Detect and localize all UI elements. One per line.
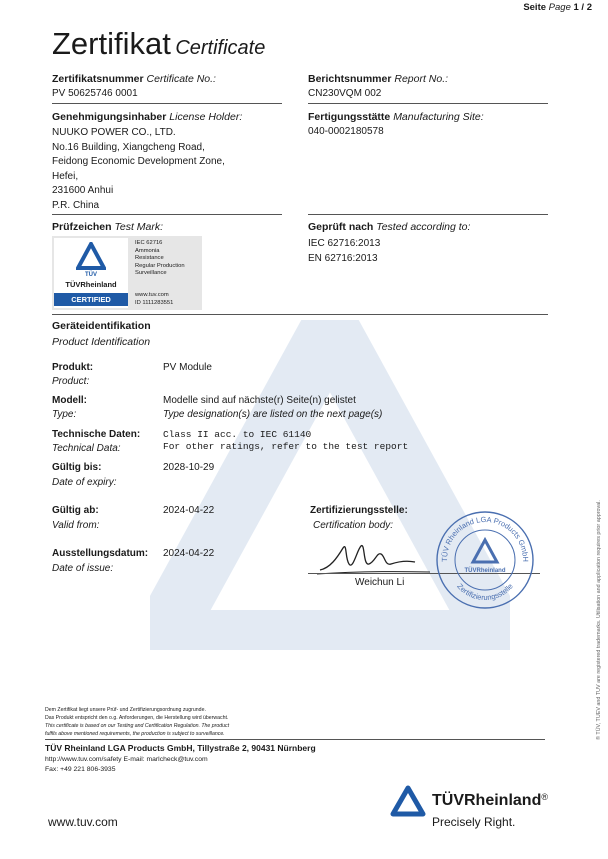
tuv-triangle-icon — [76, 242, 106, 270]
company-name: TÜV Rheinland LGA Products GmbH, Tillystraße 2, 90431 Nürnberg — [45, 743, 316, 753]
valid-from-label-en: Valid from: — [52, 520, 100, 531]
ident-heading: Geräteidentifikation — [52, 320, 151, 332]
issue-label-en: Date of issue: — [52, 563, 114, 574]
signature — [315, 538, 435, 578]
issue-value: 2024-04-22 — [163, 548, 215, 559]
svg-text:TÜV Rheinland LGA Products Gmb: TÜV Rheinland LGA Products GmbH — [439, 514, 531, 563]
tested-label: Geprüft nach Tested according to: — [308, 221, 471, 233]
product-label-en: Product: — [52, 376, 90, 387]
site-label: Fertigungsstätte Manufacturing Site: — [308, 111, 484, 123]
signer-name: Weichun Li — [355, 577, 405, 588]
site-value: 040-0002180578 — [308, 126, 384, 137]
test-mark — [52, 236, 202, 310]
cert-no-value: PV 50625746 0001 — [52, 88, 138, 99]
product-label: Produkt: — [52, 362, 94, 373]
page-title: Zertifikat Certificate — [52, 26, 266, 61]
brand-name: TÜVRheinland® — [432, 792, 548, 809]
report-no-label: Berichtsnummer Report No.: — [308, 73, 449, 85]
mark-id: www.tuv.com ID 1111283551 — [135, 292, 174, 306]
model-label: Modell: — [52, 395, 87, 406]
holder-label: Genehmigungsinhaber License Holder: — [52, 111, 243, 123]
page-number: Seite Page 1 / 2 — [523, 2, 592, 13]
cert-no-label: Zertifikatsnummer Certificate No.: — [52, 73, 216, 85]
tech-label: Technische Daten: — [52, 429, 141, 440]
tech-label-en: Technical Data: — [52, 443, 121, 454]
svg-text:TÜVRheinland: TÜVRheinland — [464, 568, 506, 574]
valid-from-label: Gültig ab: — [52, 505, 99, 516]
model-label-en: Type: — [52, 409, 77, 420]
expiry-value: 2028-10-29 — [163, 462, 215, 473]
expiry-label-en: Date of expiry: — [52, 477, 117, 488]
issue-label: Ausstellungsdatum: — [52, 548, 149, 559]
body-label: Zertifizierungsstelle: — [310, 505, 408, 516]
model-value-en: Type designation(s) are listed on the next page(s) — [163, 409, 383, 420]
certification-seal — [435, 510, 535, 610]
side-trademark-text: ® TÜV, TUEV and TUV are registered trademarks. Utilisation and application requires prior approval. — [596, 500, 602, 740]
tuv-logo: TÜV TÜVRheinland CERTIFIED — [54, 238, 128, 308]
company-fax: Fax: +49 221 806-3935 — [45, 766, 116, 773]
company-web: http://www.tuv.com/safety E-mail: marlcheck@tuv.com — [45, 756, 208, 763]
expiry-label: Gültig bis: — [52, 462, 102, 473]
mark-details: IEC 62716 Ammonia Resistance Regular Production Surveillance — [135, 240, 185, 277]
holder-address: NUUKO POWER CO., LTD. No.16 Building, Xiangcheng Road, Feidong Economic Development Zone, Hefei, 231600 Anhui P.R. China — [52, 127, 225, 211]
valid-from-value: 2024-04-22 — [163, 505, 215, 516]
report-no-value: CN230VQM 002 — [308, 88, 382, 99]
svg-text:Zertifizierungsstelle: Zertifizierungsstelle — [455, 581, 515, 603]
footer-url[interactable]: www.tuv.com — [48, 815, 118, 829]
ident-heading-en: Product Identification — [52, 336, 151, 348]
body-label-en: Certification body: — [313, 520, 394, 531]
model-value: Modelle sind auf nächste(r) Seite(n) gelistet — [163, 395, 356, 406]
product-value: PV Module — [163, 362, 212, 373]
tech-line-1: Class II acc. to IEC 61140 — [163, 429, 312, 440]
standards-list: IEC 62716:2013 EN 62716:2013 — [308, 238, 381, 264]
footnote: Dem Zertifikat liegt unsere Prüf- und Zertifizierungsordnung zugrunde. Das Produkt entspricht den o.g. Anforderungen, die Herstellung wird überwacht. This certificate is based on our Testing and Certification Regulation. The product fulfils above mentioned requirements, the production is subject to surveillance. — [45, 707, 230, 737]
brand-slogan: Precisely Right. — [432, 815, 516, 829]
tech-line-2: For other ratings, refer to the test report — [163, 441, 409, 452]
tuv-brand-icon — [390, 785, 426, 817]
mark-label: Prüfzeichen Test Mark: — [52, 221, 164, 233]
